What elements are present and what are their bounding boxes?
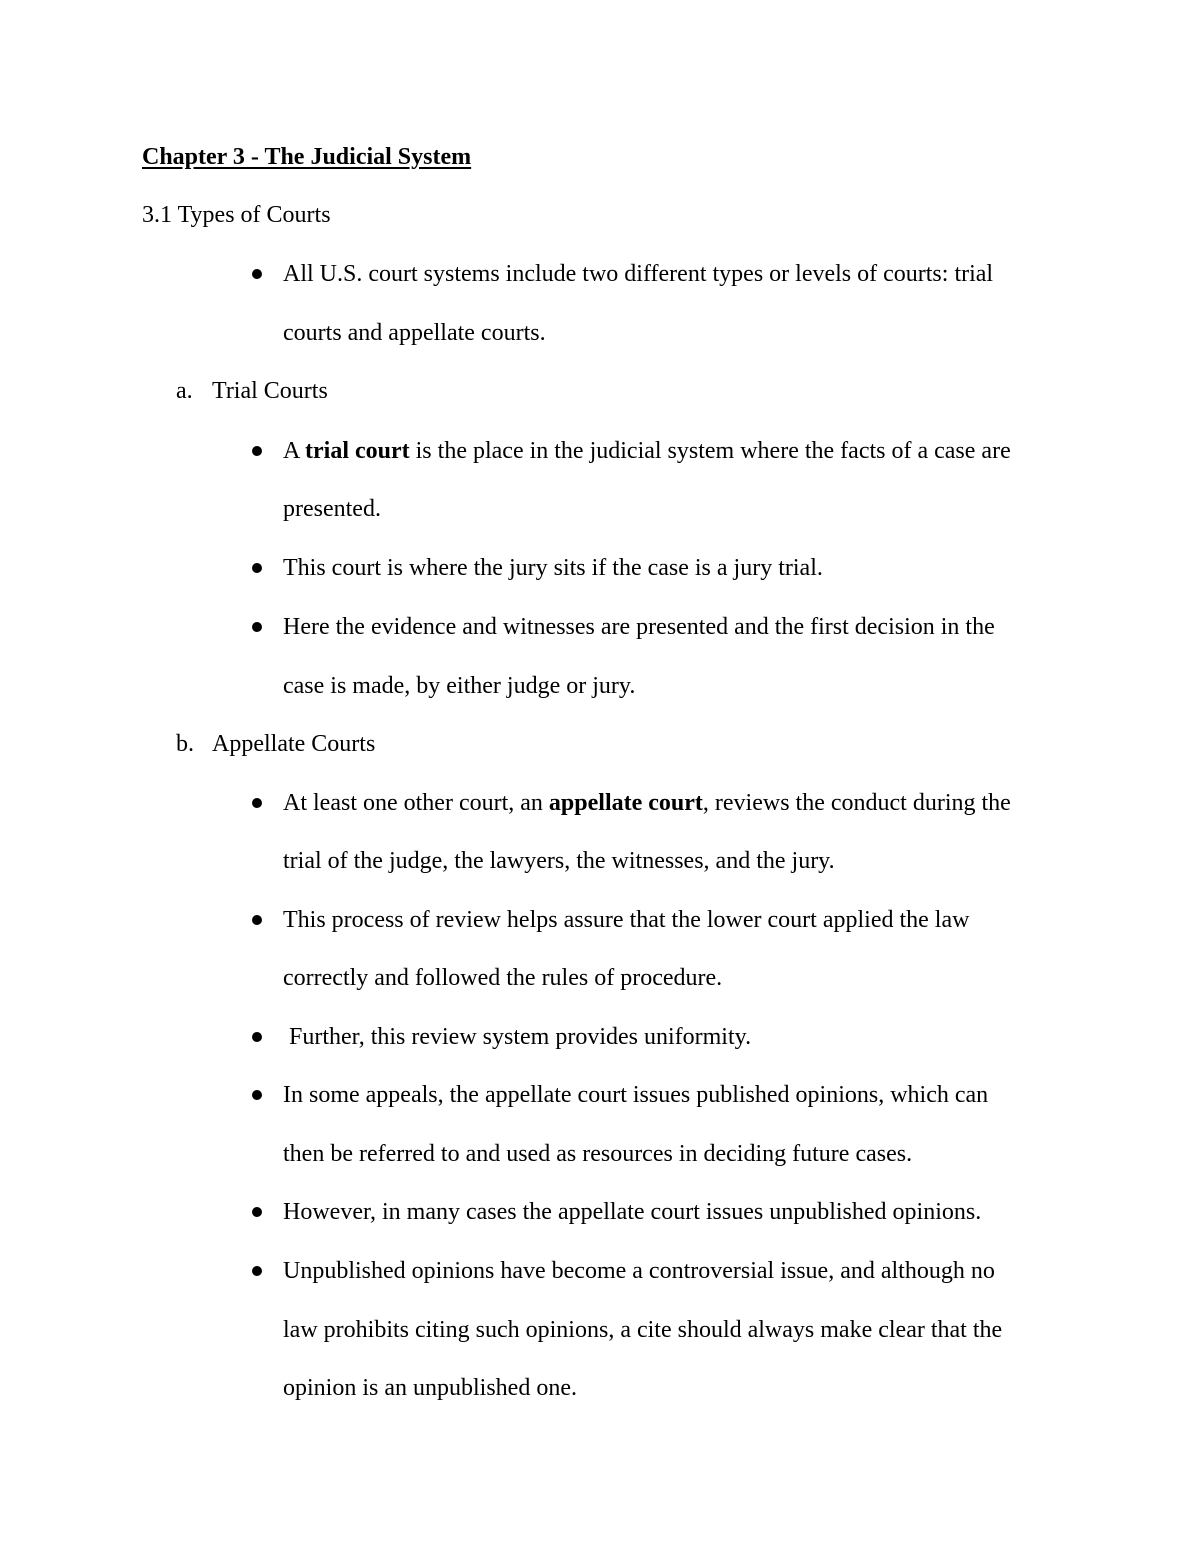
appellate-bullet5: However, in many cases the appellate court issues unpublished opinions. [283, 1199, 982, 1225]
bullet-icon [252, 269, 262, 279]
list-marker-b: b. [176, 731, 194, 757]
intro-bullet-line2: courts and appellate courts. [283, 320, 546, 346]
bullet-icon [252, 1090, 262, 1100]
appellate-bullet6-line3: opinion is an unpublished one. [283, 1375, 577, 1401]
appellate-bullet3: Further, this review system provides uniformity. [283, 1024, 752, 1050]
appellate-bullet2-line2: correctly and followed the rules of procedure. [283, 965, 723, 991]
section-heading: 3.1 Types of Courts [142, 202, 331, 228]
list-marker-a: a. [176, 378, 193, 404]
appellate-bullet6-line2: law prohibits citing such opinions, a cite should always make clear that the [283, 1317, 1003, 1343]
bullet-icon [252, 563, 262, 573]
bullet-icon [252, 1266, 262, 1276]
appellate-bullet1-line1: At least one other court, an appellate court, reviews the conduct during the [283, 790, 1011, 816]
bullet-icon [252, 446, 262, 456]
appellate-bullet4-line1: In some appeals, the appellate court issues published opinions, which can [283, 1082, 989, 1108]
intro-bullet-line1: All U.S. court systems include two different types or levels of courts: trial [283, 261, 994, 287]
term-trial-court: trial court [305, 438, 410, 464]
trial-bullet1-line2: presented. [283, 496, 381, 522]
document-title: Chapter 3 - The Judicial System [142, 144, 472, 170]
bullet-icon [252, 1207, 262, 1217]
bullet-icon [252, 798, 262, 808]
bullet-icon [252, 1032, 262, 1042]
trial-bullet3-line2: case is made, by either judge or jury. [283, 673, 636, 699]
appellate-bullet2-line1: This process of review helps assure that the lower court applied the law [283, 907, 970, 933]
appellate-bullet1-line2: trial of the judge, the lawyers, the witnesses, and the jury. [283, 848, 835, 874]
trial-bullet1-line1: A trial court is the place in the judicial system where the facts of a case are [283, 438, 1011, 464]
appellate-bullet6-line1: Unpublished opinions have become a controversial issue, and although no [283, 1258, 995, 1284]
bullet-icon [252, 915, 262, 925]
term-appellate-court: appellate court [548, 790, 703, 816]
trial-bullet3-line1: Here the evidence and witnesses are presented and the first decision in the [283, 614, 995, 640]
bullet-icon [252, 622, 262, 632]
trial-bullet2: This court is where the jury sits if the case is a jury trial. [283, 555, 823, 581]
appellate-bullet4-line2: then be referred to and used as resources in deciding future cases. [283, 1141, 913, 1167]
subsection-heading-trial-courts: Trial Courts [212, 378, 328, 404]
subsection-heading-appellate-courts: Appellate Courts [212, 731, 376, 757]
